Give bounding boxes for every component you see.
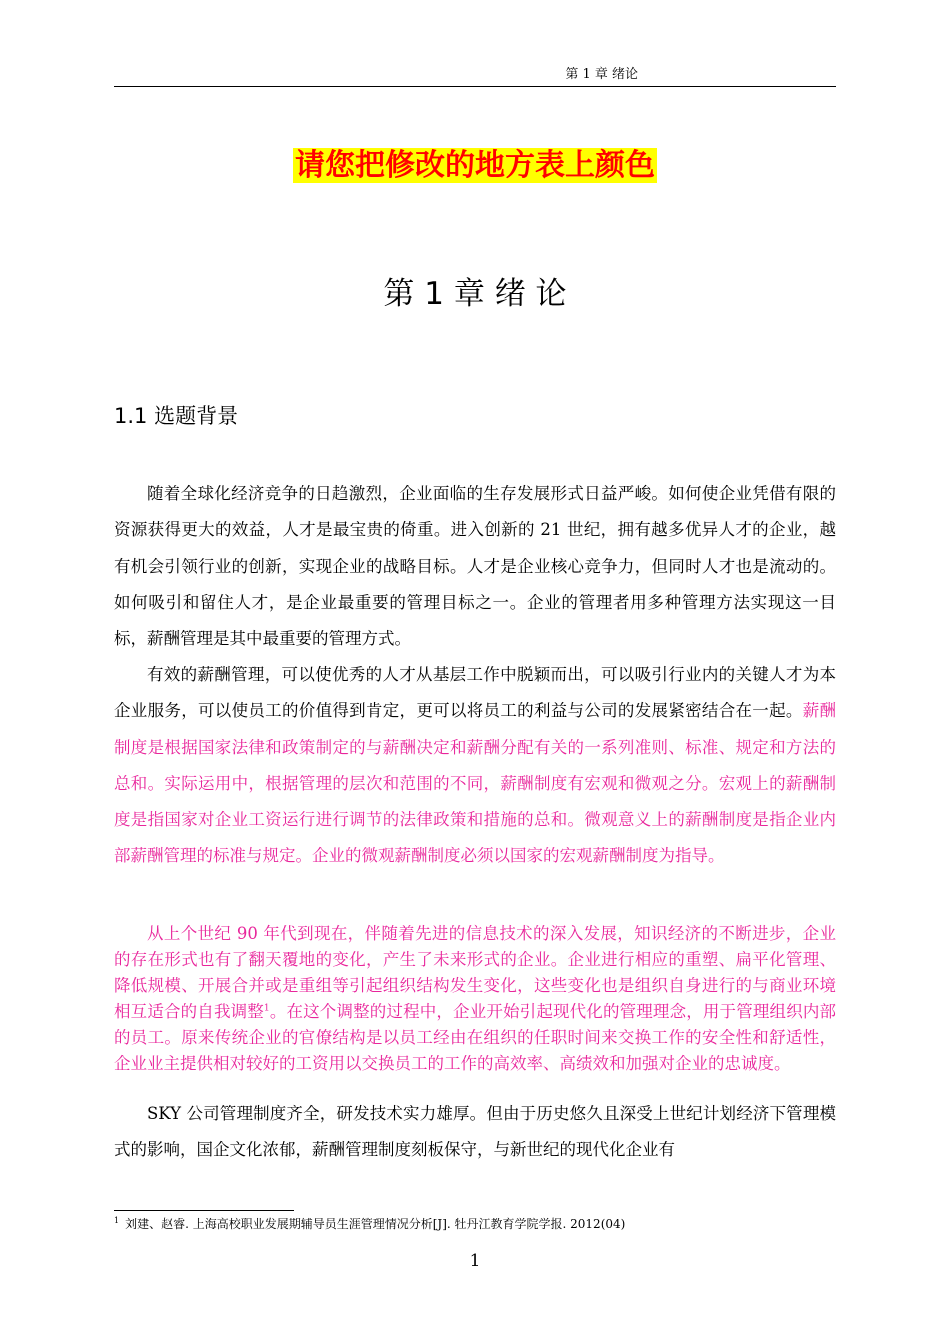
footnote-marker: 1 xyxy=(114,1216,120,1225)
paragraph-3-part-1: 从上个世纪 90 年代到现在，伴随着先进的信息技术的深入发展，知识经济的不断进步，企业的存在形式也有了翻天覆地的变化，产生了未来形式的企业。企业进行相应的重塑、扁平化管理、降低规模、开展合并或是重组等引起组织结构发生变化，这些变化也是组织自身进行的与商业环境相互适合的自我调整 xyxy=(114,924,836,1021)
footnote xyxy=(114,1216,625,1232)
paragraph-4: SKY 公司管理制度齐全，研发技术实力雄厚。但由于历史悠久且深受上世纪计划经济下管理模式的影响，国企文化浓郁，薪酬管理制度刻板保守，与新世纪的现代化企业有 xyxy=(114,1104,836,1160)
footnote-separator xyxy=(114,1210,294,1211)
running-header xyxy=(114,66,836,87)
revision-notice xyxy=(0,146,950,186)
paragraph-1: 随着全球化经济竞争的日趋激烈，企业面临的生存发展形式日益严峻。如何使企业凭借有限的资源获得更大的效益，人才是最宝贵的倚重。进入创新的 21 世纪，拥有越多优异人才的企业，越有机会引领行业的创新，实现企业的战略目标。人才是企业核心竞争力，但同时人才也是流动的。如何吸引和留住人才，是企业最重要的管理目标之一。企业的管理者用多种管理方法实现这一目标，薪酬管理是其中最重要的管理方式。 xyxy=(114,484,836,649)
paragraph-3-part-2: 。在这个调整的过程中，企业开始引起现代化的管理理念，用于管理组织内部的员工。原来传统企业的官僚结构是以员工经由在组织的任职时间来交换工作的安全性和舒适性，企业业主提供相对较好的工资用以交换员工的工作的高效率、高绩效和加强对企业的忠诚度。 xyxy=(114,1002,837,1073)
section-heading: 1.1 选题背景 xyxy=(114,404,239,428)
paragraph-2 xyxy=(114,657,836,875)
footnote-reference[interactable]: 1 xyxy=(263,1003,270,1014)
chapter-title: 第 1 章 绪 论 xyxy=(383,276,567,312)
paragraph-2-revised: 薪酬制度是根据国家法律和政策制定的与薪酬决定和薪酬分配有关的一系列准则、标准、规定和方法的总和。实际运用中，根据管理的层次和范围的不同，薪酬制度有宏观和微观之分。宏观上的薪酬制度是指国家对企业工资运行进行调节的法律政策和措施的总和。微观意义上的薪酬制度是指企业内部薪酬管理的标准与规定。企业的微观薪酬制度必须以国家的宏观薪酬制度为指导。 xyxy=(114,701,837,866)
paragraph-2-original: 有效的薪酬管理，可以使优秀的人才从基层工作中脱颖而出，可以吸引行业内的关键人才为本企业服务，可以使员工的价值得到肯定，更可以将员工的利益与公司的发展紧密结合在一起。 xyxy=(114,665,836,721)
footnote-text: 刘建、赵睿. 上海高校职业发展期辅导员生涯管理情况分析[J]. 牡丹江教育学院学报. 2012(04) xyxy=(125,1217,626,1231)
revision-notice-text: 请您把修改的地方表上颜色 xyxy=(295,148,655,183)
page-number: 1 xyxy=(469,1251,481,1271)
paragraph-3-revised xyxy=(114,921,836,1077)
running-header-title: 第 1 章 绪论 xyxy=(565,67,638,82)
